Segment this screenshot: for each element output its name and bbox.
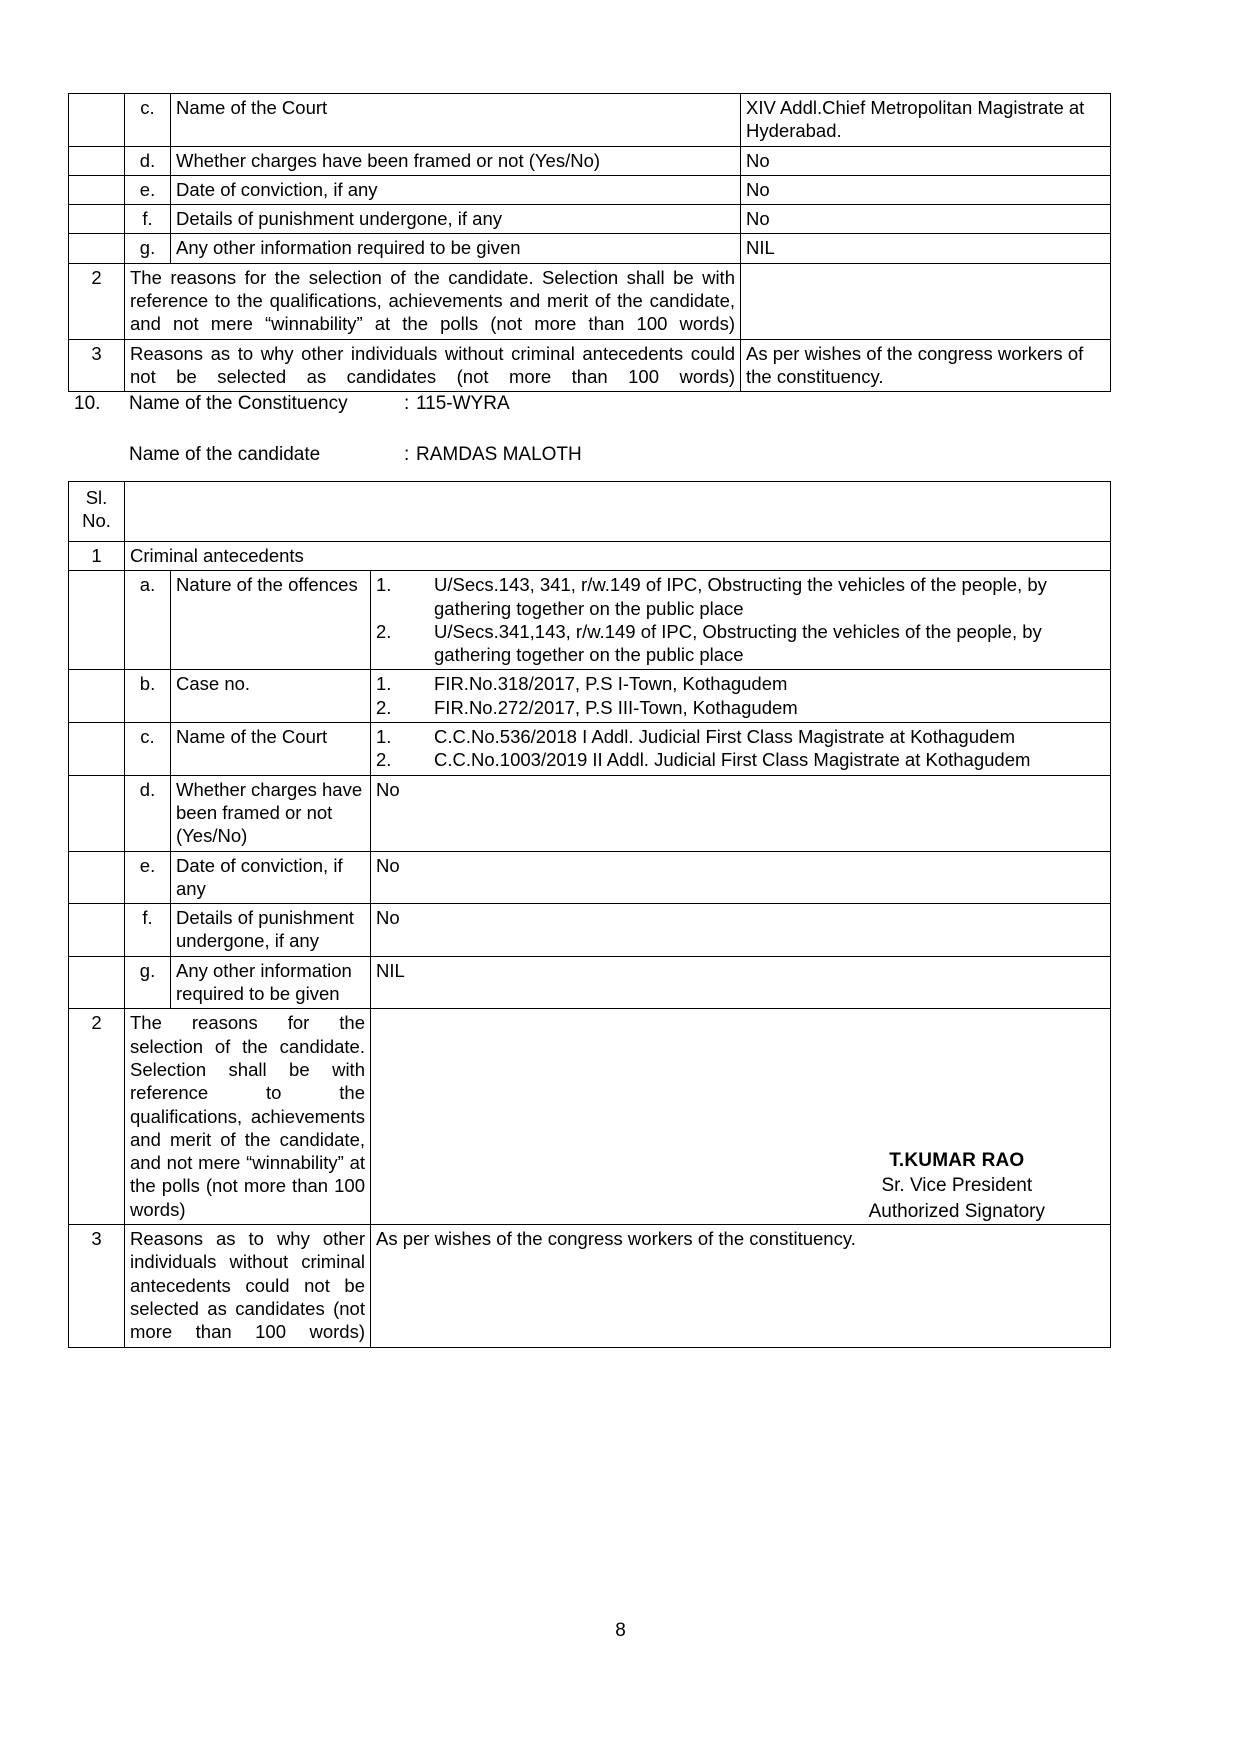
- table-row: [69, 904, 1111, 957]
- row-label: Date of conviction, if any: [171, 175, 741, 204]
- row-value: No: [741, 205, 1111, 234]
- table-row-name-of-court: [69, 723, 1111, 776]
- candidate-colon: :: [404, 443, 410, 465]
- constituency-label: Name of the Constituency: [129, 393, 348, 414]
- row-value: As per wishes of the congress workers of the constituency.: [741, 339, 1111, 392]
- table-row: [69, 175, 1111, 204]
- header-sl-no: [69, 482, 125, 542]
- row-sl-no: [69, 775, 125, 851]
- row-label: Any other information required to be given: [171, 956, 371, 1009]
- row-sl-no: 2: [69, 1009, 125, 1225]
- row-value: XIV Addl.Chief Metropolitan Magistrate at Hyderabad.: [741, 94, 1111, 147]
- row-label: Reasons as to why other individuals without criminal antecedents could not be selected as candidates (not more than 100 words): [125, 1225, 371, 1347]
- row-value: No: [741, 146, 1111, 175]
- table-row-criminal-antecedents: [69, 542, 1111, 571]
- list-item-text: U/Secs.143, 341, r/w.149 of IPC, Obstructing the vehicles of the people, by gathering together on the public place: [434, 574, 1047, 619]
- signatory-role: Authorized Signatory: [868, 1200, 1045, 1222]
- row-value: No: [371, 851, 1111, 904]
- row-sl-no: [69, 94, 125, 147]
- row-value: NIL: [371, 956, 1111, 1009]
- table-row-reasons-selection: [69, 263, 1111, 339]
- row-value: No: [371, 904, 1111, 957]
- constituency-colon: :: [404, 393, 410, 414]
- header-blank: [125, 482, 1111, 542]
- list-item-text: C.C.No.536/2018 I Addl. Judicial First Class Magistrate at Kothagudem: [434, 726, 1015, 748]
- row-sl-no: 2: [69, 263, 125, 339]
- candidate-row: [68, 443, 1110, 468]
- row-label: Details of punishment undergone, if any: [171, 904, 371, 957]
- table-row-reasons-others: [69, 339, 1111, 392]
- table-row-case-no: [69, 670, 1111, 723]
- row-letter: b.: [125, 670, 171, 723]
- list-item: [376, 620, 1105, 667]
- criminal-antecedents-table-top: [68, 93, 1111, 392]
- row-value-list: [371, 670, 1111, 723]
- row-letter: d.: [125, 146, 171, 175]
- row-value: No: [371, 775, 1111, 851]
- candidate-value: RAMDAS MALOTH: [416, 443, 582, 465]
- row-sl-no: [69, 723, 125, 776]
- row-label: The reasons for the selection of the candidate. Selection shall be with reference to the qualifications, achievements and merit of the candidate, and not mere “winnability” at the polls (not more than 100 words): [125, 1009, 371, 1225]
- list-item-number: 1.: [376, 726, 392, 748]
- row-value: NIL: [741, 234, 1111, 263]
- list-item-text: U/Secs.341,143, r/w.149 of IPC, Obstructing the vehicles of the people, by gathering together on the public place: [434, 620, 1042, 666]
- constituency-row: [68, 392, 1110, 417]
- row-letter: f.: [125, 904, 171, 957]
- row-letter: d.: [125, 775, 171, 851]
- constituency-item-number: 10.: [74, 393, 101, 414]
- list-item-number: 2.: [376, 696, 392, 718]
- table-row: [69, 851, 1111, 904]
- row-label: Criminal antecedents: [125, 542, 1111, 571]
- header-sl-line2: No.: [82, 510, 111, 532]
- row-letter: g.: [125, 234, 171, 263]
- row-letter: c.: [125, 723, 171, 776]
- table-header-row: [69, 482, 1111, 542]
- row-sl-no: [69, 175, 125, 204]
- table-row: [69, 205, 1111, 234]
- row-sl-no: 1: [69, 542, 125, 571]
- table-row-nature-of-offences: [69, 571, 1111, 670]
- list-item-number: 1.: [376, 673, 392, 695]
- list-item-number: 2.: [376, 620, 392, 642]
- list-item-text: FIR.No.272/2017, P.S III-Town, Kothagudem: [434, 696, 798, 718]
- row-sl-no: [69, 234, 125, 263]
- row-label: The reasons for the selection of the candidate. Selection shall be with reference to the qualifications, achievements and merit of the candidate, and not mere “winnability” at the polls (not more than 100 words): [125, 263, 741, 339]
- row-letter: e.: [125, 851, 171, 904]
- row-value: [741, 263, 1111, 339]
- row-sl-no: 3: [69, 339, 125, 392]
- row-letter: g.: [125, 956, 171, 1009]
- row-sl-no: [69, 670, 125, 723]
- list-item: [376, 696, 1105, 719]
- row-label: Any other information required to be given: [171, 234, 741, 263]
- row-label: Whether charges have been framed or not (Yes/No): [171, 146, 741, 175]
- row-label: Date of conviction, if any: [171, 851, 371, 904]
- row-letter: e.: [125, 175, 171, 204]
- table-row: [69, 94, 1111, 147]
- row-value-list: [371, 571, 1111, 670]
- row-sl-no: [69, 956, 125, 1009]
- row-label: Reasons as to why other individuals without criminal antecedents could not be selected as candidates (not more than 100 words): [125, 339, 741, 392]
- row-sl-no: [69, 904, 125, 957]
- list-item: [376, 725, 1105, 748]
- row-label: Whether charges have been framed or not (Yes/No): [171, 775, 371, 851]
- list-item-text: C.C.No.1003/2019 II Addl. Judicial First Class Magistrate at Kothagudem: [434, 749, 1031, 771]
- list-item: [376, 748, 1105, 771]
- signatory-name: T.KUMAR RAO: [889, 1150, 1025, 1171]
- header-sl-line1: Sl.: [85, 487, 108, 508]
- row-sl-no: [69, 851, 125, 904]
- table-row-reasons-others: [69, 1225, 1111, 1347]
- row-value-list: [371, 723, 1111, 776]
- row-sl-no: [69, 146, 125, 175]
- row-label: Nature of the offences: [171, 571, 371, 670]
- signatory-title: Sr. Vice President: [881, 1175, 1033, 1197]
- constituency-value: 115-WYRA: [416, 393, 510, 414]
- row-letter: f.: [125, 205, 171, 234]
- row-label: Details of punishment undergone, if any: [171, 205, 741, 234]
- table-row: [69, 956, 1111, 1009]
- list-item-text: FIR.No.318/2017, P.S I-Town, Kothagudem: [434, 673, 788, 695]
- row-value: No: [741, 175, 1111, 204]
- row-value: As per wishes of the congress workers of the constituency.: [371, 1225, 1111, 1347]
- list-item-number: 1.: [376, 574, 392, 596]
- row-letter: c.: [125, 94, 171, 147]
- page-number: 8: [615, 1620, 626, 1641]
- table-row: [69, 146, 1111, 175]
- table-row: [69, 775, 1111, 851]
- row-letter: a.: [125, 571, 171, 670]
- row-sl-no: [69, 571, 125, 670]
- row-label: Case no.: [171, 670, 371, 723]
- row-sl-no: [69, 205, 125, 234]
- table-row: [69, 234, 1111, 263]
- row-label: Name of the Court: [171, 94, 741, 147]
- list-item: [376, 573, 1105, 620]
- list-item-number: 2.: [376, 749, 392, 771]
- candidate-label: Name of the candidate: [129, 443, 321, 465]
- signature-block: [869, 1148, 1045, 1224]
- constituency-block: [68, 392, 1110, 493]
- row-label: Name of the Court: [171, 723, 371, 776]
- list-item: [376, 672, 1105, 695]
- row-sl-no: 3: [69, 1225, 125, 1347]
